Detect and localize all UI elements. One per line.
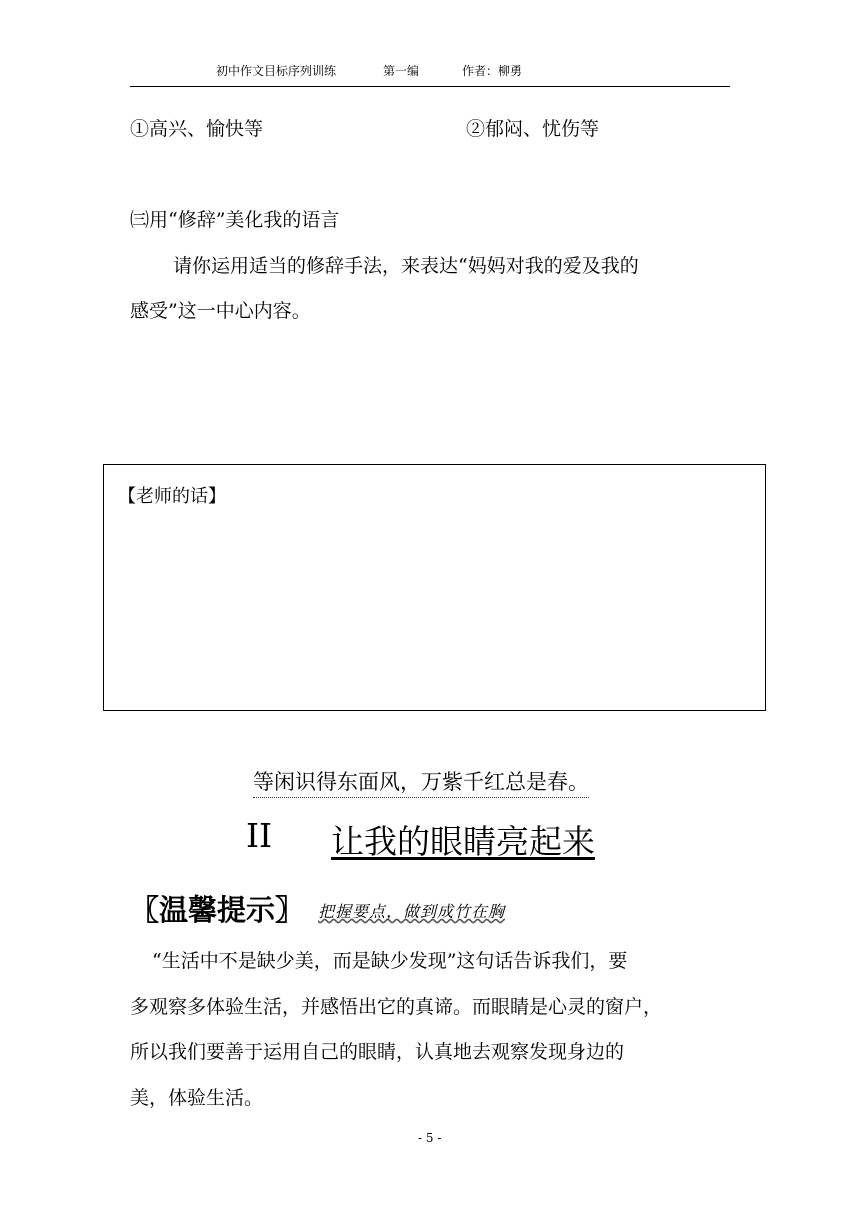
header-author: 作者：柳勇: [462, 64, 523, 78]
chapter-numeral: II: [246, 816, 273, 855]
teacher-comment-box: [103, 464, 766, 711]
option-one: ①高兴、愉快等: [130, 118, 264, 140]
tip-paragraph-line3: 所以我们要善于运用自己的眼睛，认真地去观察发现身边的: [130, 1041, 625, 1063]
chapter-title: 让我的眼睛亮起来: [331, 822, 595, 861]
option-two: ②郁闷、忧伤等: [466, 118, 600, 140]
poem-line: 等闲识得东面风，万紫千红总是春。: [253, 766, 589, 798]
tip-paragraph-line2: 多观察多体验生活，并感悟出它的真谛。而眼睛是心灵的窗户，: [130, 996, 663, 1018]
tip-paragraph-line4: 美，体验生活。: [130, 1087, 264, 1109]
header-series-title: 初中作文目标序列训练: [216, 64, 337, 78]
tip-paragraph-line1: “生活中不是缺少美，而是缺少发现”这句话告诉我们，要: [152, 950, 628, 972]
header-part: 第一编: [383, 64, 420, 78]
page-number: - 5 -: [418, 1131, 442, 1145]
teacher-comment-label: 【老师的话】: [118, 486, 226, 507]
section-three-paragraph-line2: 感受”这一中心内容。: [130, 300, 311, 322]
section-three-paragraph-line1: 请你运用适当的修辞手法，来表达“妈妈对我的爱及我的: [173, 255, 639, 277]
tip-subtitle: 把握要点，做到成竹在胸: [318, 902, 506, 921]
header-rule: [130, 86, 730, 87]
section-three-title: ㈢用“修辞”美化我的语言: [130, 209, 340, 231]
tip-heading: 〖温馨提示〗: [130, 893, 305, 927]
